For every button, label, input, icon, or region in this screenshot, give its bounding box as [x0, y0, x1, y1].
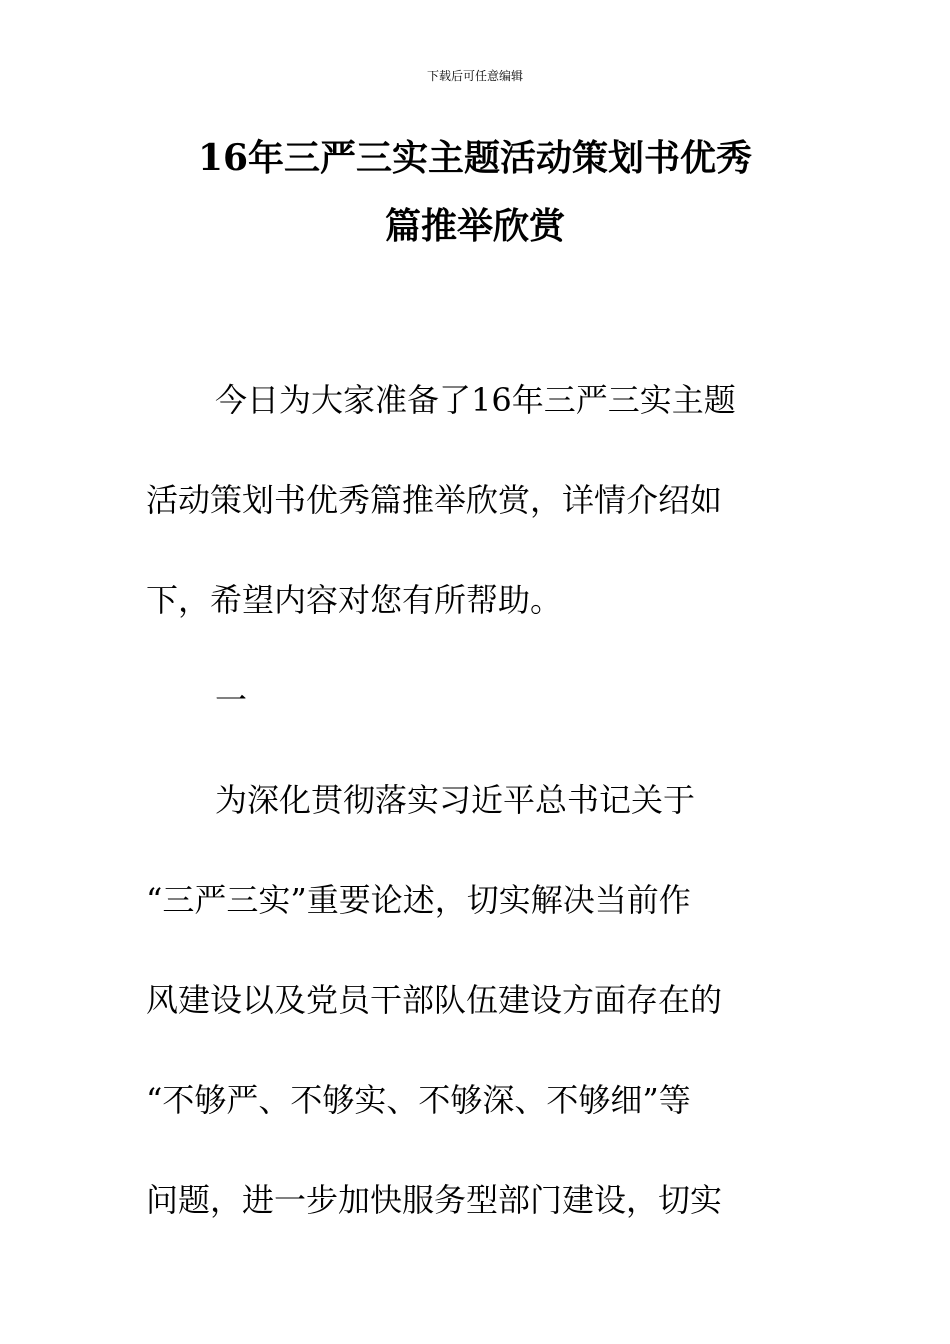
- body-line: 下，希望内容对您有所帮助。: [146, 581, 563, 619]
- document-body: [146, 350, 826, 1250]
- title-line-2: 篇推举欣赏: [384, 205, 565, 247]
- body-line: 问题，进一步加快服务型部门建设，切实: [146, 1181, 723, 1219]
- body-line: 风建设以及党员干部队伍建设方面存在的: [146, 981, 723, 1019]
- body-line: “三严三实”重要论述，切实解决当前作: [146, 881, 691, 919]
- body-line: 活动策划书优秀篇推举欣赏，详情介绍如: [146, 481, 723, 519]
- body-line: 今日为大家准备了16年三严三实主题: [215, 381, 736, 419]
- body-line: 为深化贯彻落实习近平总书记关于: [215, 781, 696, 819]
- document-title: [100, 124, 850, 260]
- section-number: 一: [215, 681, 248, 719]
- header-note: 下载后可任意编辑: [426, 69, 523, 83]
- title-line-1: 16年三严三实主题活动策划书优秀: [197, 137, 753, 179]
- body-line: “不够严、不够实、不够深、不够细”等: [146, 1081, 691, 1119]
